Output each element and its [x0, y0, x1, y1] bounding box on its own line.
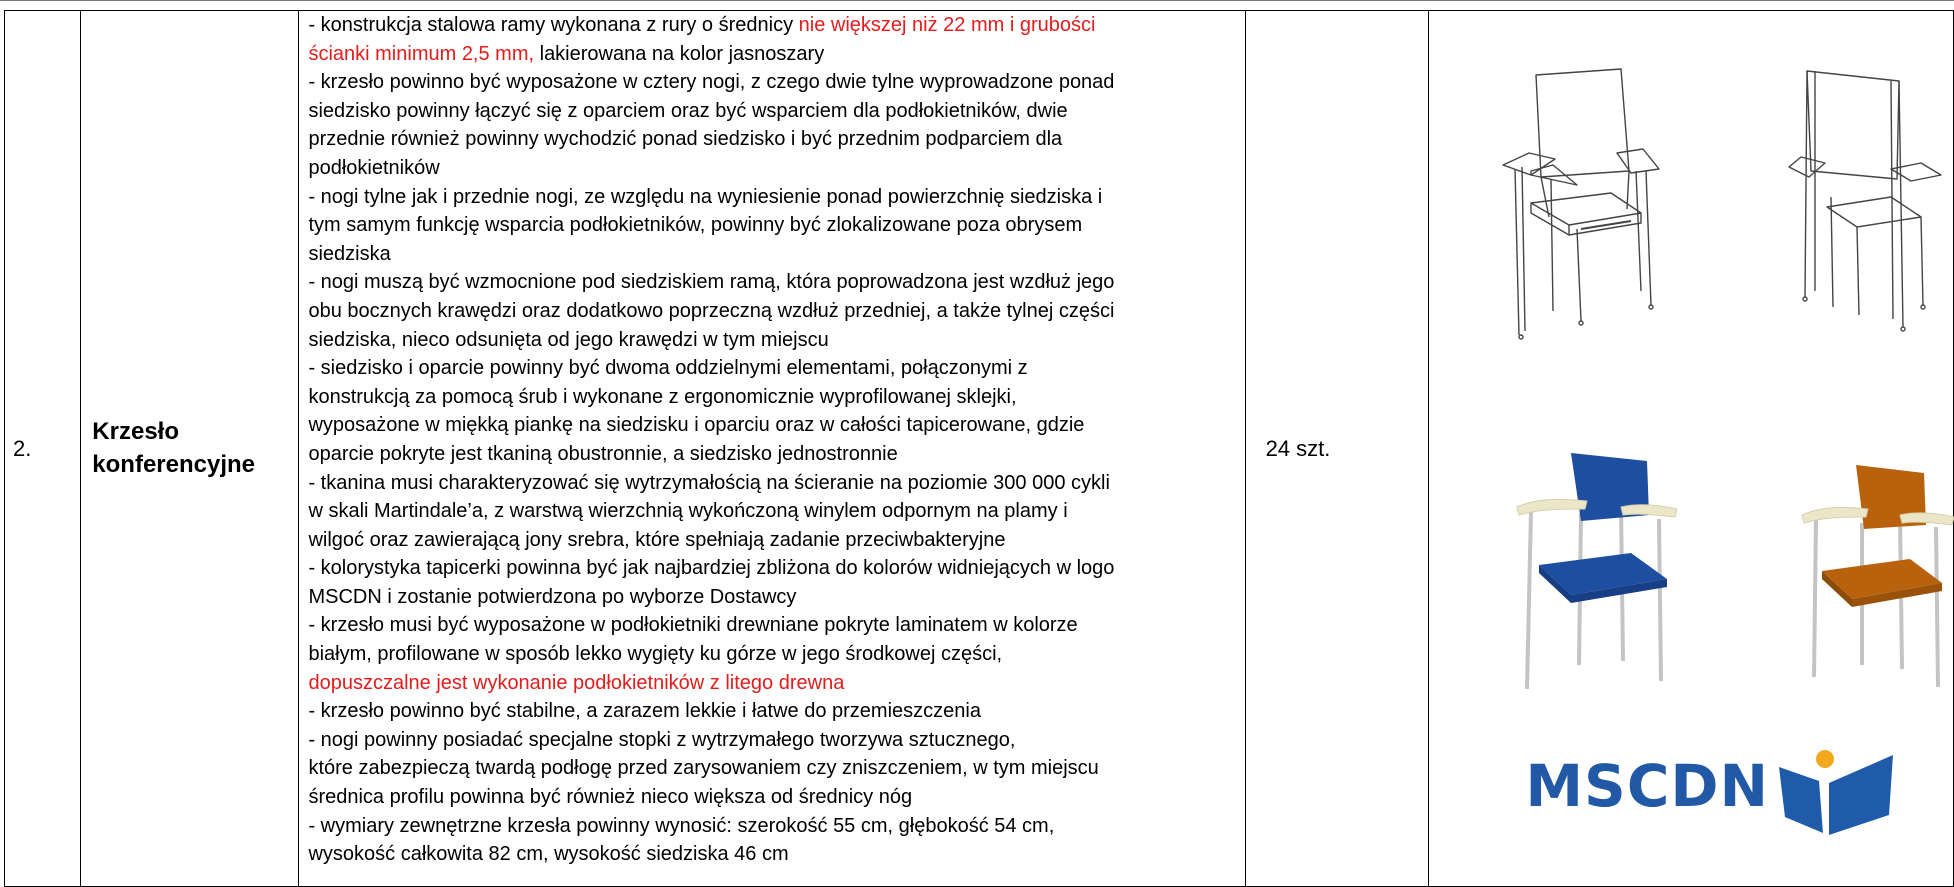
chair-armrest-left	[1517, 499, 1587, 515]
description-text-run: - nogi powinny posiadać specjalne stopki z wytrzymałego tworzywa sztucznego,	[308, 728, 1016, 751]
description-text-run: MSCDN i zostanie potwierdzona po wyborze Dostawcy	[308, 585, 797, 608]
description-line	[308, 383, 1230, 412]
description-text-run: - krzesło powinno być wyposażone w cztery nogi, z czego dwie tylne wyprowadzone ponad	[308, 71, 1115, 94]
item-name-line-2: konferencyjne	[92, 450, 256, 478]
item-name-line-1: Krzesło	[92, 418, 179, 446]
description-line	[308, 297, 1230, 326]
description-line	[308, 783, 1230, 812]
description-text-run: obu bocznych krawędzi oraz dodatkowo poprzeczną wzdłuż przedniej, a także tylnej części	[308, 299, 1115, 322]
description-line	[308, 726, 1230, 755]
description-line	[308, 68, 1230, 97]
description-text-run: średnica profilu powinna być również nieco większa od średnicy nóg	[308, 786, 913, 809]
description-text-run: które zabezpieczą twardą podłogę przed zarysowaniem czy zniszczeniem, w tym miejscu	[308, 757, 1099, 780]
description-text-run: tym samym funkcję wsparcia podłokietników, powinny być zlokalizowane poza obrysem	[308, 214, 1083, 237]
description-line	[308, 326, 1230, 355]
description-line	[308, 411, 1230, 440]
description-line	[308, 754, 1230, 783]
chair-armrest-left	[1802, 507, 1868, 523]
description-line	[308, 497, 1230, 526]
description-line	[308, 354, 1230, 383]
description-line	[308, 469, 1230, 498]
description-line	[308, 640, 1230, 669]
row-number-cell	[5, 11, 81, 887]
logo-dot	[1816, 750, 1834, 768]
description-text-run: siedziska, nieco odsunięta od jego krawędzi w tym miejscu	[308, 328, 829, 351]
description-text-run: konstrukcją za pomocą śrub i wykonane z ergonomicznie wyprofilowanej sklejki,	[308, 385, 1017, 408]
mscdn-logo	[1525, 743, 1925, 839]
description-line	[308, 154, 1230, 183]
logo-wordmark: MSCDN	[1525, 752, 1770, 820]
image-cell	[1429, 11, 1954, 887]
chair-render-blue	[1509, 449, 1689, 699]
description-line	[308, 697, 1230, 726]
description-text-run: siedziska	[308, 242, 391, 265]
item-name-cell	[81, 11, 299, 887]
description-line	[308, 840, 1230, 869]
quantity-cell	[1245, 11, 1429, 887]
description-text-run: podłokietników	[308, 156, 440, 179]
highlighted-text: dopuszczalne jest wykonanie podłokietników z litego drewna	[308, 671, 845, 694]
table-row	[5, 11, 1954, 887]
description-line	[308, 268, 1230, 297]
description-line	[308, 440, 1230, 469]
description-text-run: - wymiary zewnętrzne krzesła powinny wynosić: szerokość 55 cm, głębokość 54 cm,	[308, 814, 1055, 837]
page-top-rule	[0, 0, 1954, 1]
description-text-run: - nogi tylne jak i przednie nogi, ze względu na wyniesienie ponad powierzchnię siedziska i	[308, 185, 1103, 208]
description-text-run: - krzesło powinno być stabilne, a zarazem lekkie i łatwe do przemieszczenia	[308, 700, 981, 723]
description-line	[308, 240, 1230, 269]
description-text-run: - krzesło musi być wyposażone w podłokietniki drewniane pokryte laminatem w kolorze	[308, 614, 1078, 637]
row-number: 2.	[13, 435, 32, 461]
chair-render-orange	[1796, 459, 1954, 699]
description-line	[308, 583, 1230, 612]
chair-line-drawing-back	[1771, 57, 1951, 357]
description-line	[308, 40, 1230, 69]
logo-book-icon	[1773, 743, 1901, 839]
description-cell	[299, 11, 1245, 887]
description-text-run: wyposażone w miękką piankę na siedzisku i oparciu oraz w całości tapicerowane, gdzie	[308, 414, 1085, 437]
description-text-run: w skali Martindale’a, z warstwą wierzchnią wykończoną winylem odpornym na plamy i	[308, 500, 1068, 523]
description-text-run: wysokość całkowita 82 cm, wysokość siedziska 46 cm	[308, 843, 789, 866]
description-text-run: oparcie pokryte jest tkaniną obustronnie, a siedzisko jednostronnie	[308, 442, 898, 465]
description-text-run: przednie również powinny wychodzić ponad siedzisko i być przednim podparciem dla	[308, 128, 1063, 151]
description-line	[308, 183, 1230, 212]
description-line	[308, 669, 1230, 698]
description-line	[308, 125, 1230, 154]
chair-line-drawing-front	[1491, 53, 1671, 353]
description-text-run: lakierowana na kolor jasnoszary	[534, 42, 825, 65]
description-text-run: - siedzisko i oparcie powinny być dwoma oddzielnymi elementami, połączonymi z	[308, 357, 1028, 380]
description-text-run: - kolorystyka tapicerki powinna być jak najbardziej zbliżona do kolorów widniejących w logo	[308, 557, 1115, 580]
description-line	[308, 526, 1230, 555]
description-text	[308, 11, 1230, 869]
description-text-run: wilgoć oraz zawierającą jony srebra, które spełniają zadanie przeciwbakteryjne	[308, 528, 1006, 551]
description-line	[308, 11, 1230, 40]
description-line	[308, 812, 1230, 841]
specification-table	[4, 10, 1954, 887]
description-text-run: - nogi muszą być wzmocnione pod siedziskiem ramą, która poprowadzona jest wzdłuż jego	[308, 271, 1115, 294]
description-line	[308, 554, 1230, 583]
description-text-run: siedzisko powinny łączyć się z oparciem oraz być wsparciem dla podłokietników, dwie	[308, 99, 1068, 122]
description-line	[308, 611, 1230, 640]
quantity-value: 24 szt.	[1265, 435, 1331, 461]
description-line	[308, 211, 1230, 240]
description-line	[308, 97, 1230, 126]
description-text-run: - tkanina musi charakteryzować się wytrzymałością na ścieranie na poziomie 300 000 cykli	[308, 471, 1110, 494]
highlighted-text: nie większej niż 22 mm i grubości	[798, 14, 1096, 36]
description-text-run: - konstrukcja stalowa ramy wykonana z rury o średnicy	[308, 14, 799, 36]
highlighted-text: ścianki minimum 2,5 mm,	[308, 42, 535, 65]
description-text-run: białym, profilowane w sposób lekko wygięty ku górze w jego środkowej części,	[308, 643, 1003, 666]
